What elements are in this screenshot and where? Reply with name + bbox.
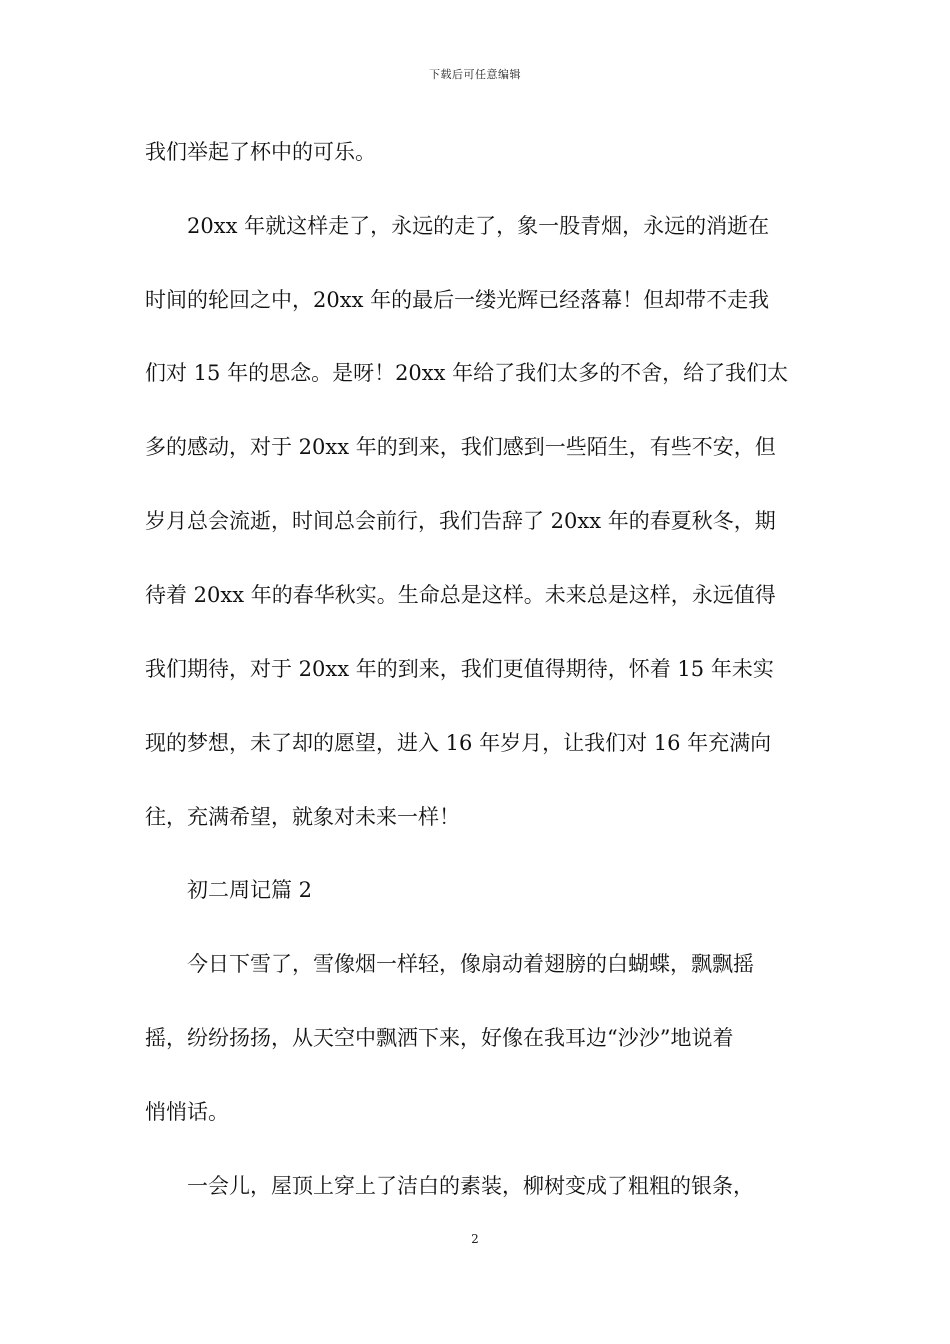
text-line: 20xx 年就这样走了，永远的走了，象一股青烟，永远的消逝在 bbox=[145, 214, 770, 238]
page-header: 下载后可任意编辑 bbox=[429, 68, 521, 81]
text-line: 们对 15 年的思念。是呀！20xx 年给了我们太多的不舍，给了我们太 bbox=[145, 361, 789, 385]
section-heading: 初二周记篇 2 bbox=[145, 878, 313, 902]
page-number: 2 bbox=[471, 1232, 479, 1246]
text-line: 我们期待，对于 20xx 年的到来，我们更值得期待，怀着 15 年未实 bbox=[145, 657, 774, 681]
text-line: 岁月总会流逝，时间总会前行，我们告辞了 20xx 年的春夏秋冬，期 bbox=[145, 509, 776, 533]
text-line: 悄悄话。 bbox=[145, 1100, 229, 1124]
text-line: 现的梦想，未了却的愿望，进入 16 年岁月，让我们对 16 年充满向 bbox=[145, 731, 772, 755]
text-line: 摇，纷纷扬扬，从天空中飘洒下来，好像在我耳边“沙沙”地说着 bbox=[145, 1026, 734, 1050]
text-line: 一会儿，屋顶上穿上了洁白的素装，柳树变成了粗粗的银条， bbox=[145, 1174, 754, 1198]
text-line: 往，充满希望，就象对未来一样！ bbox=[145, 805, 460, 829]
text-line: 我们举起了杯中的可乐。 bbox=[145, 140, 376, 164]
text-line: 多的感动，对于 20xx 年的到来，我们感到一些陌生，有些不安，但 bbox=[145, 435, 776, 459]
text-line: 待着 20xx 年的春华秋实。生命总是这样。未来总是这样，永远值得 bbox=[145, 583, 776, 607]
text-line: 今日下雪了，雪像烟一样轻，像扇动着翅膀的白蝴蝶，飘飘摇 bbox=[145, 952, 754, 976]
text-line: 时间的轮回之中，20xx 年的最后一缕光辉已经落幕！但却带不走我 bbox=[145, 288, 770, 312]
